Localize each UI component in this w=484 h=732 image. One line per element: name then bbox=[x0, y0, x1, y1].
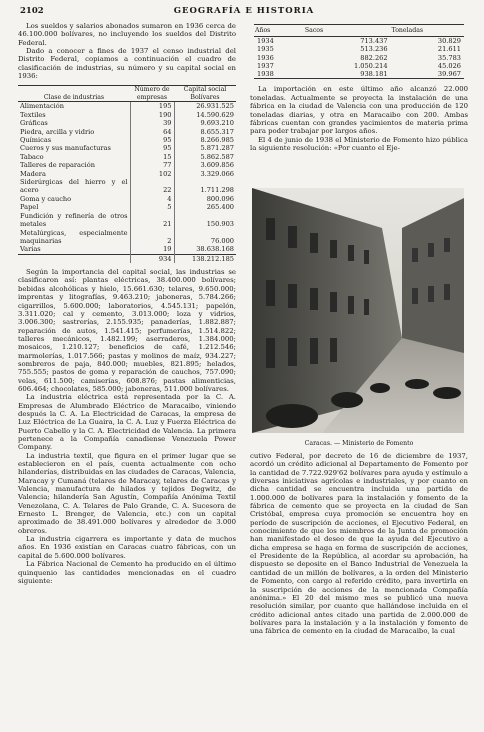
table-cell: 77 bbox=[130, 161, 174, 169]
table-cell: Fundición y refinería de otros metales bbox=[18, 212, 130, 229]
column-header: Clase de industrias bbox=[18, 86, 130, 102]
paragraph: La Fábrica Nacional de Cemento ha producido en el último quinquenio las cantidades mencionadas en el cuadro siguiente: bbox=[18, 560, 236, 585]
table-cell: Alimentación bbox=[18, 102, 130, 111]
column-header-line: Capital social bbox=[183, 86, 227, 94]
paragraph: La industria cigarrera es importante y data de muchos años. En 1936 existían en Caracas cuatro fábricas, con un capital de 5.600.000 bolívares. bbox=[18, 535, 236, 560]
table-cell: 800.096 bbox=[206, 194, 234, 203]
table-cell: 21.611 bbox=[437, 45, 461, 54]
paragraph: Los sueldos y salarios abonados sumaron en 1936 cerca de 46.100.000 bolívares, no incluyendo los sueldos del Distrito Federal. bbox=[18, 22, 236, 47]
table-cell: Siderúrgicas del hierro y el acero bbox=[18, 178, 130, 195]
table-cell: 1.711.298 bbox=[200, 186, 234, 195]
paragraph: La industria textil, que figura en el primer lugar que se establecieron en el país, cuenta actualmente con ocho hilanderías, distribuidas en las ciudades de Caracas, Valencia, Maracay y Cumaná (telares de Maracay, telares de Caracas y Valencia, manufactura de hilados y tejidos Degwitz, de Valencia; hilandería San Agustín, Compañía Anónima Textil Venezolana, C. A. Telares de Palo Grande, C. A. Sucesora de Ernesto L. Brenger, de Valencia, etc.) con un capital aproximado de 38.491.000 bolívares y alrededor de 3.000 obreros. bbox=[18, 451, 236, 535]
table-row bbox=[254, 45, 464, 53]
table-cell: 8.266.985 bbox=[200, 136, 234, 145]
table-cell: 76.000 bbox=[210, 236, 234, 245]
table-cell: Talleres de reparación bbox=[18, 161, 130, 169]
table-cell: 95 bbox=[130, 136, 174, 144]
column-header: Años bbox=[254, 25, 304, 37]
table-row bbox=[18, 119, 236, 127]
table-cell: Metalúrgicas, especialmente maquinarias bbox=[18, 229, 130, 246]
table-row bbox=[18, 212, 236, 229]
table-cell: 190 bbox=[130, 111, 174, 119]
cement-table-body bbox=[254, 37, 464, 79]
table-cell: 5.862.587 bbox=[200, 152, 234, 161]
table-row bbox=[254, 54, 464, 62]
table-cell: 102 bbox=[130, 170, 174, 178]
table-cell: 5 bbox=[130, 203, 174, 211]
table-row bbox=[18, 245, 236, 254]
table-cell: 9.693.210 bbox=[200, 119, 234, 128]
paragraph: Dado a conocer a fines de 1937 el censo industrial del Distrito Federal, copiamos a continuación el cuadro de clasificación de industrias, su número y su capital social en 1936: bbox=[18, 47, 236, 81]
table-cell: Textiles bbox=[18, 111, 130, 119]
table-row bbox=[18, 203, 236, 211]
table-cell: 513.236 bbox=[360, 45, 388, 54]
table-row bbox=[18, 111, 236, 119]
table-cell: 26.931.525 bbox=[196, 102, 234, 111]
table-row bbox=[18, 153, 236, 161]
running-title: GEOGRAFÍA E HISTORIA bbox=[173, 6, 315, 16]
photo-caption: Caracas. — Ministerio de Fomento bbox=[304, 440, 414, 447]
table-row bbox=[254, 62, 464, 70]
table-cell: 3.609.856 bbox=[200, 161, 234, 170]
table-cell: 39 bbox=[130, 119, 174, 127]
table-row bbox=[18, 102, 236, 111]
page-number: 2102 bbox=[20, 6, 44, 16]
table-cell: 938.181 bbox=[304, 70, 391, 79]
table-cell: 1937 bbox=[257, 61, 274, 70]
table-row bbox=[18, 144, 236, 152]
table-row bbox=[254, 37, 464, 46]
ministry-photo bbox=[252, 188, 464, 433]
table-cell: 1938 bbox=[254, 70, 304, 79]
table-row bbox=[254, 70, 464, 79]
column-header bbox=[174, 86, 236, 102]
column-header: Sacos bbox=[304, 25, 391, 37]
table-cell: 45.026 bbox=[437, 61, 461, 70]
table-cell bbox=[18, 254, 130, 263]
table-cell: 35.783 bbox=[437, 53, 461, 62]
table-cell: 22 bbox=[130, 178, 174, 195]
left-column bbox=[18, 22, 236, 585]
column-header: Número de empresas bbox=[130, 86, 174, 102]
table-cell: Piedra, arcilla y vidrio bbox=[18, 128, 130, 136]
table-cell: Gráficas bbox=[18, 119, 130, 127]
table-cell: 95 bbox=[130, 144, 174, 152]
table-cell: 14.590.629 bbox=[196, 110, 234, 119]
table-row bbox=[18, 170, 236, 178]
table-cell: 934 bbox=[130, 254, 174, 263]
table-cell: Químicas bbox=[18, 136, 130, 144]
table-header-row bbox=[18, 86, 236, 102]
table-cell: 1.050.214 bbox=[354, 61, 388, 70]
table-cell: 1935 bbox=[257, 45, 274, 54]
table-cell: 138.212.185 bbox=[174, 254, 236, 263]
paragraph: La importación en este último año alcanzó 22.000 toneladas. Actualmente se proyecta la instalación de una fábrica en la ciudad de Valencia con una producción de 120 toneladas diarias, y otra en Maracaibo con 200. Ambas fábricas cuentan con grandes yacimientos de materia prima para poder trabajar por largos años. bbox=[250, 85, 468, 136]
right-column-top bbox=[250, 24, 468, 152]
table-row bbox=[18, 195, 236, 203]
table-cell: Cueros y sus manufacturas bbox=[18, 144, 130, 152]
table-cell: Madera bbox=[18, 170, 130, 178]
industry-table-body bbox=[18, 102, 236, 254]
table-cell: Tabaco bbox=[18, 153, 130, 161]
cement-table bbox=[254, 24, 464, 79]
table-cell: 2 bbox=[130, 229, 174, 246]
paragraph: El 4 de junio de 1938 el Ministerio de Fomento hizo pública la siguiente resolución: «Por cuanto el Eje- bbox=[250, 135, 468, 152]
column-header: Toneladas bbox=[391, 25, 464, 37]
table-row bbox=[18, 161, 236, 169]
right-column-bottom bbox=[250, 452, 468, 636]
table-row bbox=[18, 229, 236, 246]
table-cell: 1936 bbox=[257, 53, 274, 62]
table-cell: 713.437 bbox=[360, 37, 388, 45]
table-cell: 1934 bbox=[257, 37, 274, 45]
table-row bbox=[18, 128, 236, 136]
table-cell: 64 bbox=[130, 128, 174, 136]
table-row bbox=[18, 136, 236, 144]
paragraph: Según la importancia del capital social, las industrias se clasificaron así: plantas eléctricas, 38.400.000 bolívares; bebidas alcohólicas y hielo, 15.661.630; telares, 9.650.000; imprentas y litografías, 9.463.210; jaboneras, 5.784.266; cigarrillos, 5.600.000; laboratorios, 4.545.131; papelón, 3.311.020; cal y cemento, 3.013.000; loza y vidrios, 3.006.300; sastrerías, 2.155.935; panaderías, 1.882.887; reparación de autos, 1.541.415; perfumerías, 1.514.822; talleres mecánicos, 1.482.199; aserraderos, 1.384.000; mosaicos, 1.210.127; beneficios de café, 1.212.546; marmolerías, 1.017.566; pastas y molinos de maíz, 934.227; sombreros de paja, 840.000; muebles, 821.895; helados, 755.555; pastos de goma y reparación de cauchos, 757.090; velas, 611.500; camiserías, 608.876; pastas alimenticias, 606.464; chocolates, 585.000; jaboneras, 511.000 bolívares. bbox=[18, 268, 236, 393]
table-cell: 15 bbox=[130, 153, 174, 161]
table-header-row bbox=[254, 25, 464, 37]
table-cell: 195 bbox=[130, 102, 174, 111]
table-cell: 150.903 bbox=[206, 220, 234, 229]
table-cell: 30.829 bbox=[437, 37, 461, 45]
table-cell: 21 bbox=[130, 212, 174, 229]
table-cell: 8.655.317 bbox=[200, 127, 234, 136]
table-row bbox=[18, 178, 236, 195]
industry-table bbox=[18, 85, 236, 263]
table-cell: Goma y caucho bbox=[18, 195, 130, 203]
paragraph: La industria eléctrica está representada por la C. A. Empresas de Alumbrado Eléctrico de Maracaibo, viniendo después la C. A. La Electricidad de Caracas, la empresa de Luz Eléctrica de La Guaira, la C. A. Luz y Fuerza Eléctrica de Puerto Cabello y la C. A. Electricidad de Valencia. La primera pertenece a la Compañía canadiense Venezuela Power Company. bbox=[18, 393, 236, 452]
table-cell: 5.871.287 bbox=[200, 144, 234, 153]
table-cell: 19 bbox=[130, 245, 174, 254]
table-cell: Papel bbox=[18, 203, 130, 211]
column-header-line: Bolívares bbox=[190, 93, 220, 101]
table-cell: 38.638.168 bbox=[196, 245, 234, 254]
table-cell: 4 bbox=[130, 195, 174, 203]
table-cell: 3.329.066 bbox=[200, 169, 234, 178]
table-cell: 265.400 bbox=[206, 203, 234, 212]
table-cell: Varias bbox=[18, 245, 130, 254]
table-total-row bbox=[18, 254, 236, 263]
page-header bbox=[20, 6, 468, 18]
paragraph: cutivo Federal, por decreto de 16 de diciembre de 1937, acordó un crédito adicional al Departamento de Fomento por la cantidad de 7.722.929'62 bolívares para ayuda y estímulo a diversas iniciativas agrícolas e industriales, y por cuanto en dicha cantidad se encuentra incluida una partida de 1.000.000 de bolívares para la instalación y fomento de la fábrica de cemento que se proyecta en la ciudad de San Cristóbal, empresa cuya promoción se encuentra hoy en período de suscripción de acciones, el Ejecutivo Federal, en conocimiento de que los miembros de la Junta de promoción han manifestado el deseo de que la ayuda del Ejecutivo a dicha empresa se haga en forma de suscripción de acciones, el Presidente de la República, al acordar su aprobación, ha dispuesto se deposite en el Banco Industrial de Venezuela la cantidad de un millón de bolívares, a la orden del Ministerio de Fomento, con cargo al referido crédito, para invertirla en la suscripción de acciones de la mencionada Compañía anónima.» El 20 del mismo mes se publicó una nueva resolución similar, por cuanto que hallándose incluida en el crédito adicional antes citado una partida de 2.000.000 de bolívares para la instalación y a la instalación y fomento de una fábrica de cemento en la ciudad de Maracaibo, la cual bbox=[250, 452, 468, 636]
table-cell: 882.262 bbox=[360, 53, 388, 62]
table-cell: 39.967 bbox=[391, 70, 464, 79]
